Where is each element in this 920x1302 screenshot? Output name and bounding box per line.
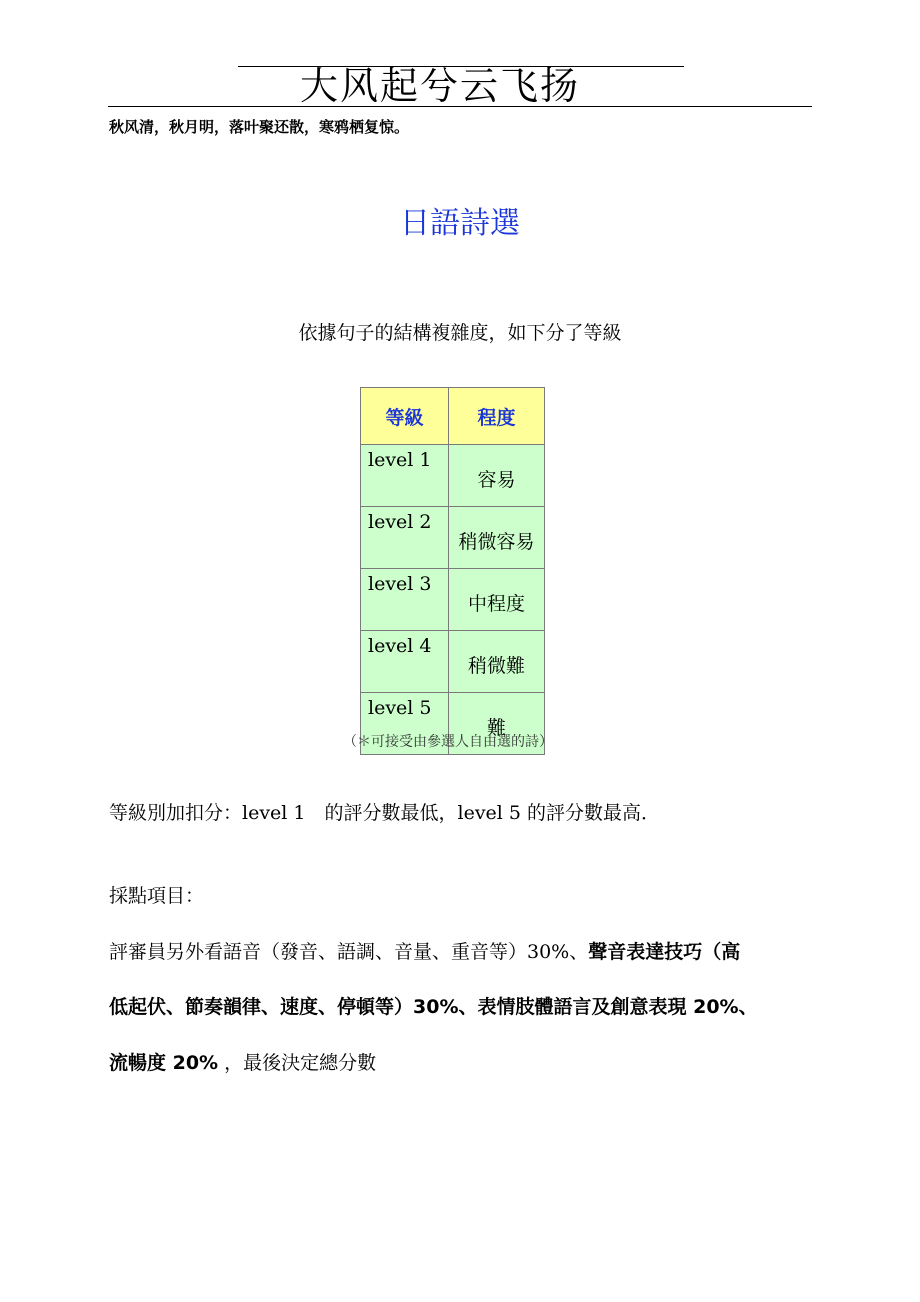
- level-cell: level 5: [361, 693, 449, 755]
- criteria-line-1-bold: 聲音表達技巧（高: [588, 941, 741, 963]
- level-cell: level 1: [361, 445, 449, 507]
- table-row: [361, 569, 545, 631]
- scoring-text: 等級別加扣分：level 1 的評分數最低，level 5 的評分數最高．: [109, 802, 661, 824]
- criteria-line-1-plain: 評審員另外看語音（發音、語調、音量、重音等）30%、: [109, 941, 589, 963]
- header-degree: 程度: [449, 388, 545, 445]
- header-bottom-rule: [108, 106, 812, 107]
- page-title: 日語詩選: [400, 206, 520, 241]
- degree-cell: 中程度: [449, 569, 545, 631]
- table-header-row: [361, 388, 545, 445]
- criteria-heading: 採點項目：: [109, 885, 205, 907]
- criteria-line-3: [109, 1048, 376, 1075]
- table-note: （＊可接受由參選人自由選的詩）: [343, 734, 553, 750]
- intro-text: 依據句子的結構複雜度，如下分了等級: [298, 322, 622, 344]
- table-row: [361, 507, 545, 569]
- level-cell: level 3: [361, 569, 449, 631]
- level-cell: level 2: [361, 507, 449, 569]
- criteria-line-3-bold: 流暢度 20%: [109, 1052, 219, 1074]
- table-row: [361, 631, 545, 693]
- table-row: [361, 445, 545, 507]
- header-level: 等級: [361, 388, 449, 445]
- header-tagline: 秋风清，秋月明，落叶聚还散，寒鸦栖复惊。: [109, 118, 410, 136]
- criteria-line-2: 低起伏、節奏韻律、速度、停頓等）30%、表情肢體語言及創意表現 20%、: [109, 996, 758, 1018]
- criteria-line-3-plain: ，最後決定總分數: [224, 1052, 377, 1074]
- degree-cell: 容易: [449, 445, 545, 507]
- level-cell: level 4: [361, 631, 449, 693]
- degree-cell: 稍微難: [449, 631, 545, 693]
- banner-calligraphy: 大风起兮云飞扬: [300, 64, 581, 108]
- degree-cell: 稍微容易: [449, 507, 545, 569]
- degree-cell: 難: [449, 693, 545, 755]
- level-table: [360, 387, 545, 755]
- criteria-line-1: [109, 937, 740, 964]
